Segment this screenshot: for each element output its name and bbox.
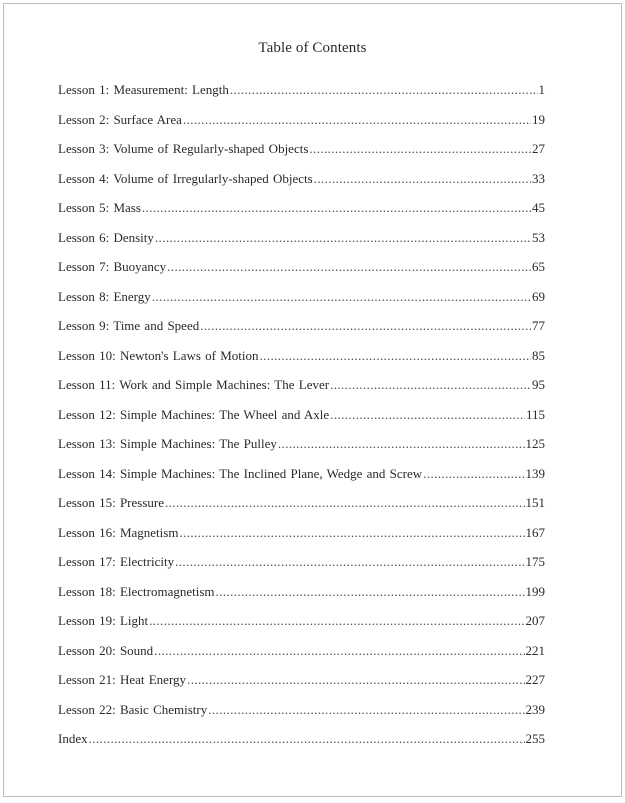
dot-leader <box>142 200 531 216</box>
toc-entry <box>58 200 545 230</box>
toc-entry-label: Lesson 3: Volume of Regularly-shaped Objects <box>58 141 309 156</box>
toc-entry-page-number: 167 <box>525 524 545 540</box>
toc-entry-label: Lesson 4: Volume of Irregularly-shaped Objects <box>58 170 313 186</box>
document-page <box>3 3 622 797</box>
toc-entry-label: Lesson 20: Sound <box>58 642 154 658</box>
dot-leader <box>154 643 524 659</box>
dot-leader <box>183 112 531 128</box>
toc-entry-page-number: 53 <box>532 229 545 245</box>
dot-leader <box>314 171 531 187</box>
toc-entry <box>58 495 545 525</box>
toc-entry-page-number: 27 <box>532 141 545 156</box>
toc-entry <box>58 672 545 702</box>
dot-leader <box>167 259 531 275</box>
dot-leader <box>208 702 524 718</box>
toc-entry <box>58 259 545 289</box>
dot-leader <box>165 495 525 511</box>
toc-entry <box>58 407 545 437</box>
toc-entry-page-number: 33 <box>532 170 545 186</box>
toc-entry-label: Lesson 22: Basic Chemistry <box>58 701 208 717</box>
dot-leader <box>149 613 524 629</box>
toc-entry-label: Lesson 12: Simple Machines: The Wheel and Axle <box>58 406 330 422</box>
toc-entry <box>58 141 545 171</box>
toc-entry-page-number: 69 <box>532 288 545 304</box>
dot-leader <box>200 318 531 334</box>
toc-entry <box>58 348 545 378</box>
toc-entry-label: Lesson 18: Electromagnetism <box>58 583 215 599</box>
toc-entry-page-number: 45 <box>532 200 545 215</box>
toc-entry <box>58 436 545 466</box>
toc-entry <box>58 731 545 761</box>
toc-entry <box>58 230 545 260</box>
toc-entry <box>58 466 545 496</box>
dot-leader <box>330 377 531 393</box>
toc-entry-page-number: 207 <box>525 613 545 628</box>
toc-entry-label: Lesson 16: Magnetism <box>58 524 179 540</box>
toc-entry-page-number: 1 <box>538 82 545 97</box>
toc-entry-label: Lesson 17: Electricity <box>58 554 175 569</box>
toc-entry <box>58 643 545 673</box>
toc-entry <box>58 702 545 732</box>
toc-entry-label: Lesson 11: Work and Simple Machines: The Lever <box>58 377 330 392</box>
dot-leader <box>155 230 531 246</box>
toc-entry-page-number: 199 <box>525 583 545 599</box>
toc-entry-page-number: 125 <box>525 436 545 451</box>
toc-entry-label: Lesson 8: Energy <box>58 288 151 304</box>
toc-entry-label: Lesson 13: Simple Machines: The Pulley <box>58 436 277 451</box>
toc-entry <box>58 82 545 112</box>
dot-leader <box>260 348 531 364</box>
toc-entry <box>58 112 545 142</box>
toc-entry-label: Index <box>58 731 88 746</box>
dot-leader <box>89 731 525 747</box>
page-title: Table of Contents <box>258 40 367 56</box>
dot-leader <box>187 672 524 688</box>
toc-entry-page-number: 77 <box>532 318 545 333</box>
dot-leader <box>216 584 525 600</box>
toc-entry-page-number: 115 <box>525 406 545 422</box>
toc-entry-page-number: 85 <box>532 347 545 363</box>
dot-leader <box>309 141 531 157</box>
toc-entry <box>58 525 545 555</box>
toc-entry-label: Lesson 2: Surface Area <box>58 111 182 127</box>
toc-entry-label: Lesson 5: Mass <box>58 200 141 215</box>
toc-entry-label: Lesson 19: Light <box>58 613 149 628</box>
toc-entry-label: Lesson 6: Density <box>58 229 154 245</box>
toc-entry-page-number: 239 <box>525 701 545 717</box>
toc-entry-page-number: 221 <box>525 642 545 658</box>
toc-entry <box>58 289 545 319</box>
toc-entry-label: Lesson 15: Pressure <box>58 495 164 510</box>
toc-entry-page-number: 65 <box>532 259 545 274</box>
toc-entry-label: Lesson 21: Heat Energy <box>58 672 187 687</box>
dot-leader <box>152 289 531 305</box>
dot-leader <box>175 554 524 570</box>
toc-entry-label: Lesson 1: Measurement: Length <box>58 82 229 97</box>
toc-entry <box>58 613 545 643</box>
toc-entry-page-number: 139 <box>525 465 545 481</box>
toc-entry-page-number: 151 <box>525 495 545 510</box>
toc-entry <box>58 584 545 614</box>
toc-entry-page-number: 19 <box>532 111 545 127</box>
toc-entry-page-number: 175 <box>525 554 545 569</box>
dot-leader <box>179 525 524 541</box>
toc-entry-label: Lesson 9: Time and Speed <box>58 318 200 333</box>
toc-list <box>58 82 545 761</box>
toc-entry-page-number: 95 <box>532 377 545 392</box>
toc-entry <box>58 554 545 584</box>
toc-entry-label: Lesson 14: Simple Machines: The Inclined Plane, Wedge and Screw <box>58 465 423 481</box>
toc-entry <box>58 318 545 348</box>
dot-leader <box>423 466 524 482</box>
toc-entry <box>58 171 545 201</box>
toc-entry-label: Lesson 10: Newton's Laws of Motion <box>58 347 259 363</box>
dot-leader <box>278 436 525 452</box>
toc-entry-label: Lesson 7: Buoyancy <box>58 259 167 274</box>
toc-entry <box>58 377 545 407</box>
toc-entry-page-number: 255 <box>525 731 545 746</box>
dot-leader <box>230 82 538 98</box>
toc-entry-page-number: 227 <box>525 672 545 687</box>
dot-leader <box>330 407 525 423</box>
